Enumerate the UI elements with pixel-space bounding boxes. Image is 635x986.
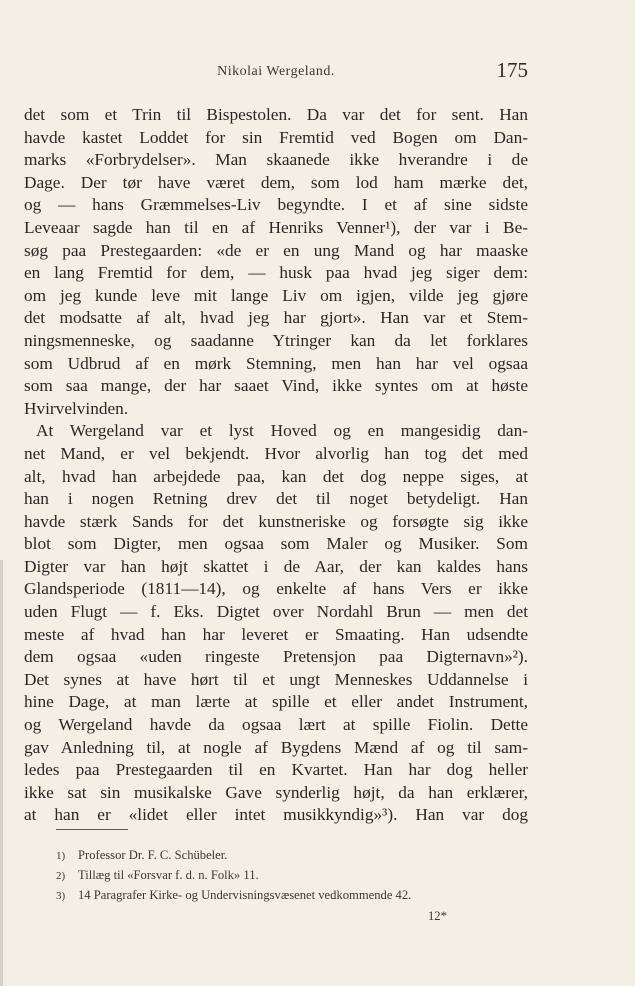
footnote xyxy=(56,848,516,868)
text-line: blot som Digter, men ogsaa som Maler og Musiker. Som xyxy=(24,534,528,554)
body-text xyxy=(24,104,528,827)
page-edge-shadow xyxy=(0,560,3,986)
text-line: en lang Fremtid for dem, — husk paa hvad jeg siger dem: xyxy=(24,263,528,283)
footnote xyxy=(56,868,516,888)
text-line: Glandsperiode (1811—14), og enkelte af hans Vers er ikke xyxy=(24,579,528,599)
text-line: dem ogsaa «uden ringeste Pretensjon paa Digternavn»²). xyxy=(24,647,528,667)
page-number: 175 xyxy=(496,58,528,82)
text-line: ikke sat sin musikalske Gave synderlig højt, da han erklærer, xyxy=(24,782,528,802)
text-line: havde kastet Loddet for sin Fremtid ved Bogen om Dan- xyxy=(24,127,528,147)
text-line: det som et Trin til Bispestolen. Da var det for sent. Han xyxy=(24,105,528,124)
text-line: havde stærk Sands for det kunstneriske og forsøgte sig ikke xyxy=(24,511,528,531)
text-line: som Udbrud af en mørk Stemning, men han har vel ogsaa xyxy=(24,353,528,373)
text-line: som saa mange, der har saaet Vind, ikke syntes om at høste xyxy=(24,376,528,396)
text-line: marks «Forbrydelser». Man skaanede ikke hverandre i de xyxy=(24,150,528,170)
text-line: det modsatte af alt, hvad jeg har gjort». Han var et Stem- xyxy=(24,308,528,328)
text-line: alt, hvad han arbejdede paa, kan det dog neppe siges, at xyxy=(24,466,528,486)
footnote-number: 2) xyxy=(56,870,66,882)
footnote-number: 1) xyxy=(56,850,66,862)
text-line: Det synes at have hørt til et ungt Menneskes Uddannelse i xyxy=(24,669,528,689)
footnotes xyxy=(56,848,516,908)
text-line: meste af hvad han har leveret er Smaating. Han udsendte xyxy=(24,624,528,644)
text-line: Dage. Der tør have været dem, som lod ham mærke det, xyxy=(24,172,528,192)
text-line: søg paa Prestegaarden: «de er en ung Mand og har maaske xyxy=(24,240,528,260)
text-line: ledes paa Prestegaarden til en Kvartet. Han har dog heller xyxy=(24,760,528,780)
text-line: Hvirvelvinden. xyxy=(24,398,129,418)
footnote-divider xyxy=(56,829,128,830)
text-line: han i nogen Retning drev det til noget betydeligt. Han xyxy=(24,489,528,509)
text-line: og Wergeland havde da ogsaa lært at spille Fiolin. Dette xyxy=(24,715,528,735)
text-line: om jeg kunde leve mit lange Liv om igjen, vilde jeg gjøre xyxy=(24,285,528,305)
footnote xyxy=(56,888,516,908)
text-line: gav Anledning til, at nogle af Bygdens Mænd af og til sam- xyxy=(24,737,528,757)
text-line: Digter var han højt skattet i de Aar, der kan kaldes hans xyxy=(24,556,528,576)
text-line: hine Dage, at man lærte at spille et eller andet Instrument, xyxy=(24,692,528,712)
text-line: net Mand, er vel bekjendt. Hvor alvorlig han tog det med xyxy=(24,443,528,463)
text-line: Leveaar sagde han til en af Henriks Venner¹), der var i Be- xyxy=(24,217,528,237)
printer-signature: 12* xyxy=(428,909,447,923)
footnote-number: 3) xyxy=(56,890,66,902)
text-line: og — hans Græmmelses-Liv begyndte. I et af sine sidste xyxy=(24,195,528,215)
footnote-text: Tillæg til «Forsvar f. d. n. Folk» 11. xyxy=(78,868,259,882)
text-line: at han er «lidet eller intet musikkyndig»³). Han var dog xyxy=(24,805,528,825)
page-header xyxy=(24,58,528,88)
text-line: ningsmenneske, og saadanne Ytringer kan da let forklares xyxy=(24,330,528,350)
footnote-text: Professor Dr. F. C. Schübeler. xyxy=(78,848,228,862)
footnote-text: 14 Paragrafer Kirke- og Undervisningsvæsenet vedkommende 42. xyxy=(78,888,412,902)
text-line: At Wergeland var et lyst Hoved og en mangesidig dan- xyxy=(36,421,528,441)
text-line: uden Flugt — f. Eks. Digtet over Nordahl Brun — men det xyxy=(24,602,528,622)
running-title: Nikolai Wergeland. xyxy=(217,64,335,79)
